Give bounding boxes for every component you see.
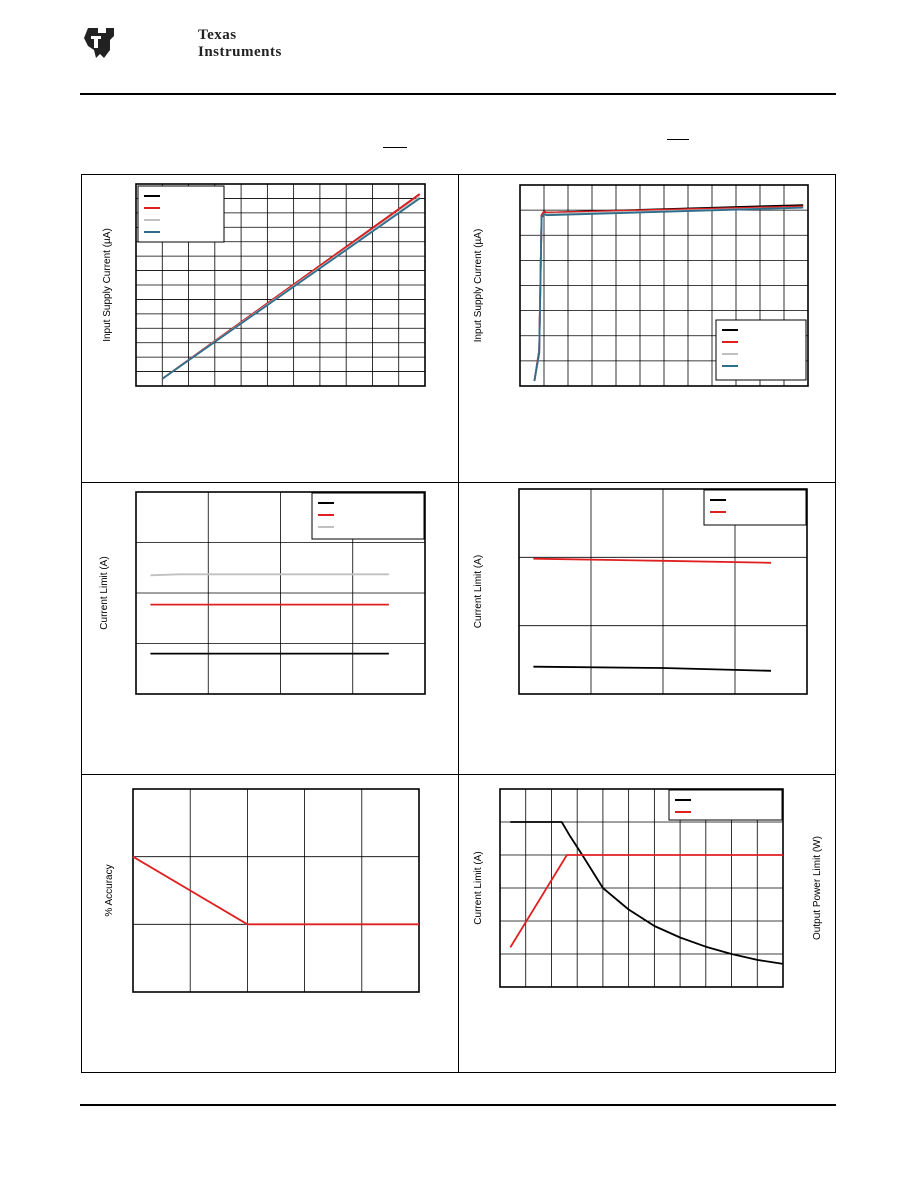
chart-bottom-right-y2-axis-label: Output Power Limit (W): [812, 836, 823, 940]
chart-top-right-y-axis-label: Input Supply Current (µA): [473, 228, 484, 343]
chart-bottom-left-plot-frame: [133, 789, 419, 992]
chart-middle-left-y-axis-label: Current Limit (A): [99, 556, 110, 630]
chart-middle-left-series-gray-line: [150, 574, 389, 575]
chart-bottom-left-y-axis-label: % Accuracy: [104, 864, 115, 917]
brand-line1: Texas: [198, 27, 237, 43]
chart-bottom-right-y-axis-label: Current Limit (A): [473, 851, 484, 925]
chart-top-left-legend-box: [138, 186, 224, 242]
chart-bottom-right-legend-box: [669, 790, 782, 820]
chart-middle-right-y-axis-label: Current Limit (A): [473, 554, 484, 629]
brand-line2: Instruments: [198, 44, 282, 60]
chart-middle-right-legend-box: [704, 490, 806, 525]
footer-rule: [80, 1104, 836, 1106]
chart-top-left-y-axis-label: Input Supply Current (µA): [102, 228, 113, 342]
chart-bottom-left-series-red-line: [133, 857, 419, 925]
